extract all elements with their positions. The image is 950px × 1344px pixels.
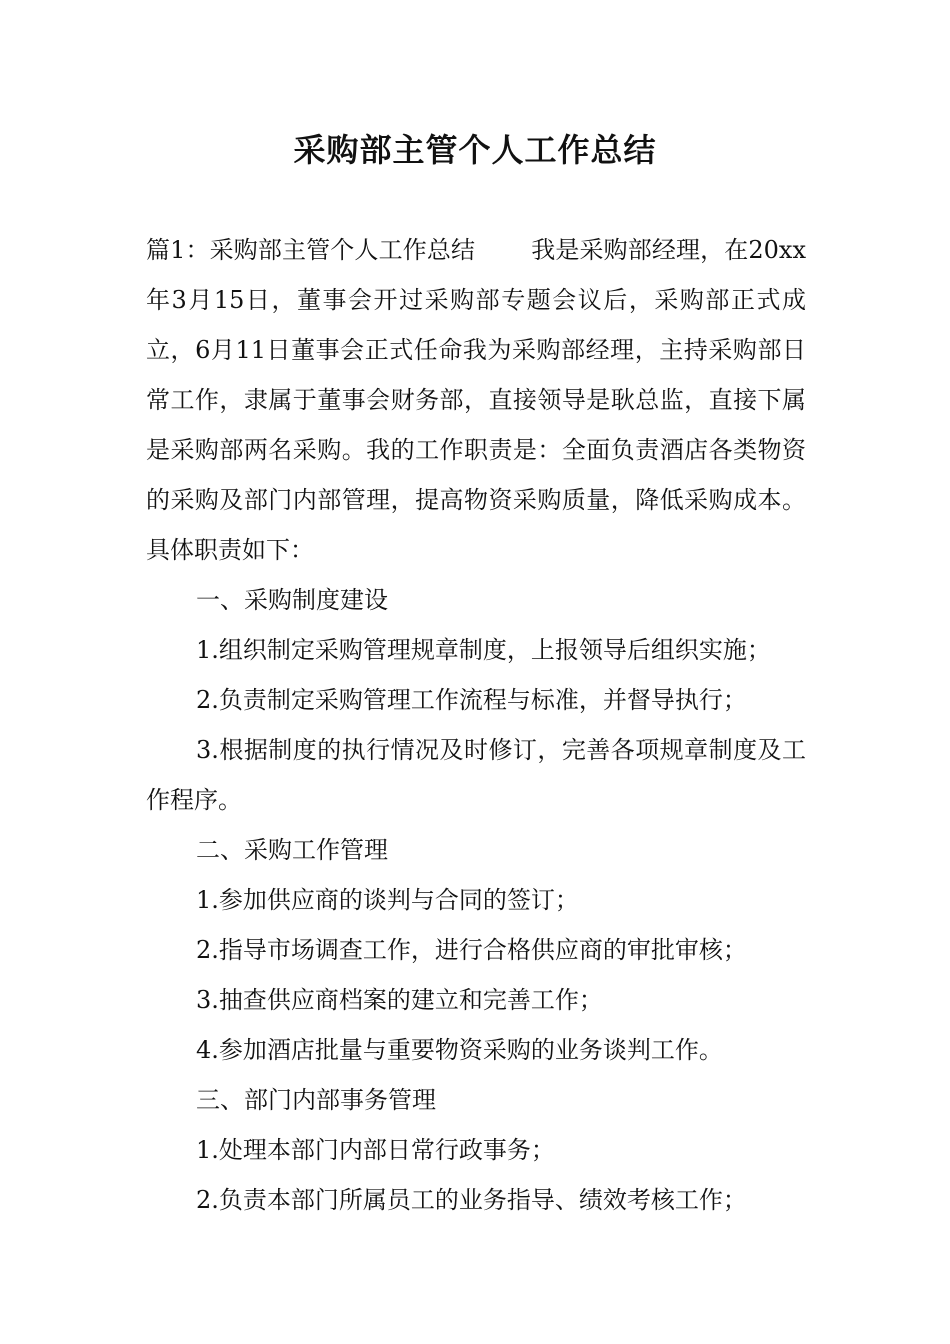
list-item: 2.负责本部门所属员工的业务指导、绩效考核工作； xyxy=(196,1186,747,1214)
list-item: 2.负责制定采购管理工作流程与标准，并督导执行； xyxy=(196,686,747,714)
intro-text: 我是采购部经理，在20xx年3月15日，董事会开过采购部专题会议后，采购部正式成立，6月11日董事会正式任命我为采购部经理，主持采购部日常工作，隶属于董事会财务部，直接领导是耿总监，直接下属是采购部两名采购。我的工作职责是：全面负责酒店各类物资的采购及部门内部管理，提高物资采购质量，降低采购成本。具体职责如下： xyxy=(146,236,806,564)
intro-paragraph xyxy=(146,225,806,575)
intro-heading: 篇1：采购部主管个人工作总结 xyxy=(146,236,476,264)
list-item: 1.参加供应商的谈判与合同的签订； xyxy=(196,886,579,914)
list-item: 1.组织制定采购管理规章制度，上报领导后组织实施； xyxy=(196,636,771,664)
section-heading: 二、采购工作管理 xyxy=(196,836,388,864)
list-item: 1.处理本部门内部日常行政事务； xyxy=(196,1136,555,1164)
list-item: 3.抽查供应商档案的建立和完善工作； xyxy=(196,986,603,1014)
list-item: 3.根据制度的执行情况及时修订，完善各项规章制度及工作程序。 xyxy=(146,736,806,814)
section-heading: 三、部门内部事务管理 xyxy=(196,1086,436,1114)
document-body xyxy=(146,225,806,1225)
list-item: 2.指导市场调查工作，进行合格供应商的审批审核； xyxy=(196,936,747,964)
list-item: 4.参加酒店批量与重要物资采购的业务谈判工作。 xyxy=(196,1036,723,1064)
section-heading: 一、采购制度建设 xyxy=(196,586,388,614)
document-title: 采购部主管个人工作总结 xyxy=(293,131,657,169)
